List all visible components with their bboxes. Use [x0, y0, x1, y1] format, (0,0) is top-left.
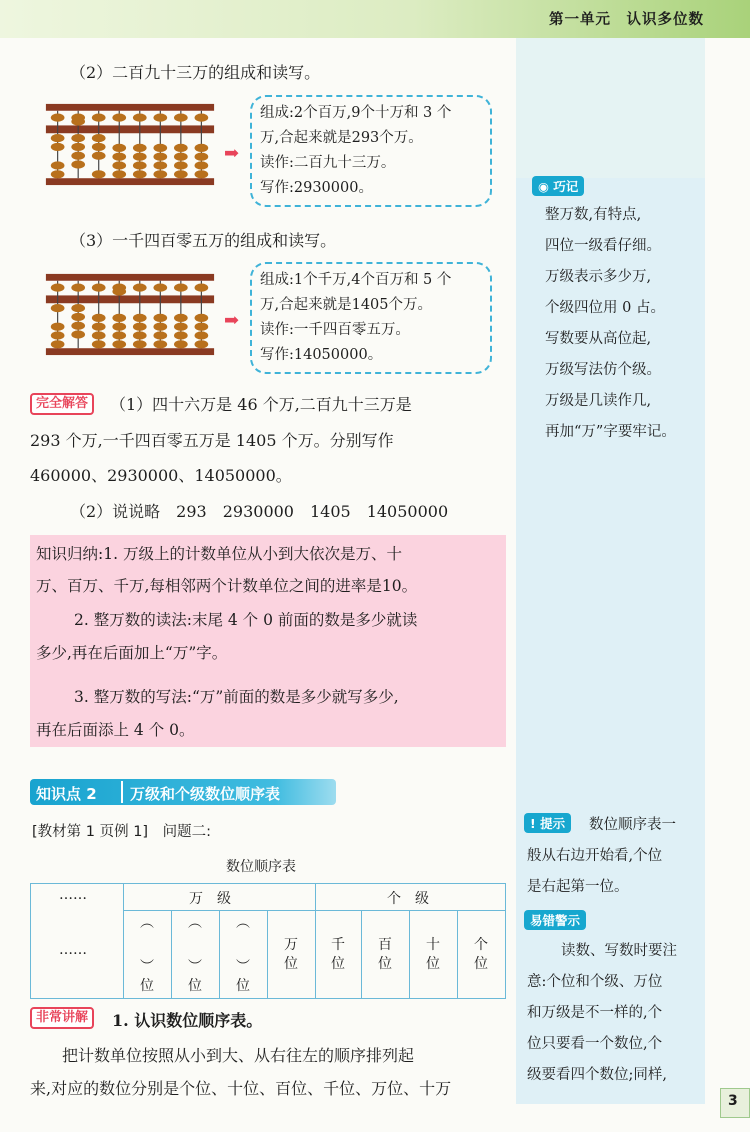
- abacus-beam: [46, 125, 214, 133]
- explain-line1: 把计数单位按照从小到大、从右往左的顺序排列起: [62, 1046, 415, 1065]
- poem-line: 写数要从高位起,: [545, 331, 652, 347]
- col-ge-wei: 个位: [474, 937, 488, 972]
- box1-line2: 万,合起来就是293个万。: [260, 130, 423, 146]
- arrow-icon: ➡: [224, 143, 240, 164]
- composition-box-2: [250, 262, 492, 374]
- abacus-bead: [112, 153, 126, 161]
- abacus-bead: [174, 113, 188, 121]
- summary-line3: 2. 整万数的读法:末尾 4 个 0 前面的数是多少就读: [74, 611, 418, 629]
- abacus-bead: [174, 331, 188, 339]
- poem-line: 万级写法仿个级。: [545, 362, 661, 378]
- abacus-bead: [133, 323, 147, 331]
- summary-line2: 万、百万、千万,每相邻两个计数单位之间的进率是10。: [36, 577, 418, 595]
- abacus-bead: [71, 152, 85, 160]
- abacus-bead: [133, 161, 147, 169]
- abacus-bead: [133, 331, 147, 339]
- abacus-bead: [92, 152, 106, 160]
- answer-tag: 完全解答: [30, 393, 94, 415]
- section3-heading: （3）一千四百零五万的组成和读写。: [70, 231, 337, 250]
- col-bai-wei: 百位: [378, 937, 392, 972]
- abacus-bead: [133, 153, 147, 161]
- poem-line: 整万数,有特点,: [545, 207, 642, 223]
- abacus-bead: [112, 314, 126, 322]
- textbook-reference: [教材第 1 页例 1] 问题二:: [32, 824, 211, 840]
- ellipsis-bottom: ……: [59, 942, 87, 958]
- abacus-bead: [112, 331, 126, 339]
- abacus-bead: [195, 153, 209, 161]
- abacus-bead: [71, 134, 85, 142]
- blank-col-bottom-1: ︶位: [140, 959, 154, 994]
- abacus-bead: [71, 304, 85, 312]
- qiaoji-tag: [532, 176, 584, 196]
- box2-line3: 读作:一千四百零五万。: [260, 322, 410, 338]
- abacus-figure-2: [44, 270, 216, 358]
- abacus-top-bar: [46, 274, 214, 281]
- abacus-bead: [174, 314, 188, 322]
- abacus-bead: [195, 170, 209, 178]
- abacus-bead: [51, 340, 65, 348]
- warning-text: [527, 936, 677, 1091]
- abacus-bead: [51, 170, 65, 178]
- abacus-bead: [71, 143, 85, 151]
- abacus-bottom-bar: [46, 348, 214, 355]
- abacus-bead: [195, 161, 209, 169]
- abacus-bead: [133, 340, 147, 348]
- abacus-bead: [112, 113, 126, 121]
- abacus-bead: [133, 283, 147, 291]
- abacus-bead: [153, 331, 167, 339]
- col-qian-wei: 千位: [331, 937, 345, 972]
- box2-line2: 万,合起来就是1405个万。: [260, 297, 433, 313]
- abacus-bead: [112, 323, 126, 331]
- tip-tag: [524, 813, 571, 833]
- box1-line4: 写作:2930000。: [260, 180, 373, 196]
- lightbulb-icon: ◉: [538, 179, 549, 194]
- abacus-bead: [71, 313, 85, 321]
- abacus-bead: [153, 283, 167, 291]
- abacus-bead: [174, 153, 188, 161]
- abacus-bead: [71, 160, 85, 168]
- abacus-bead: [92, 314, 106, 322]
- ge-level-header: 个 级: [387, 891, 429, 907]
- abacus-bead: [153, 314, 167, 322]
- summary-line5: 3. 整万数的写法:“万”前面的数是多少就写多少,: [74, 688, 399, 706]
- col-shi-wei: 十位: [426, 937, 440, 972]
- warn-line: 位只要看一个数位,个: [527, 1036, 663, 1052]
- abacus-bead: [92, 323, 106, 331]
- answer-line2: 293 个万,一千四百零五万是 1405 个万。分别写作: [30, 431, 394, 450]
- abacus-bead: [195, 144, 209, 152]
- warn-line: 意:个位和个级、万位: [527, 974, 663, 990]
- unit-title: 第一单元 认识多位数: [549, 12, 704, 28]
- abacus-bead: [174, 323, 188, 331]
- composition-box-1: [250, 95, 492, 207]
- abacus-bead: [153, 323, 167, 331]
- abacus-bead: [92, 331, 106, 339]
- explain-tag: 非常讲解: [30, 1007, 94, 1029]
- tip-line3: 是右起第一位。: [527, 879, 629, 895]
- abacus-bead: [112, 170, 126, 178]
- kp2-title: 万级和个级数位顺序表: [130, 785, 281, 803]
- explain-heading: 1. 认识数位顺序表。: [112, 1011, 263, 1030]
- box2-line1: 组成:1个千万,4个百万和 5 个: [260, 272, 452, 288]
- arrow-icon: ➡: [224, 310, 240, 331]
- abacus-bead: [153, 153, 167, 161]
- section2-heading: （2）二百九十三万的组成和读写。: [70, 63, 321, 82]
- memory-poem: [545, 200, 676, 448]
- abacus-bead: [112, 340, 126, 348]
- abacus-bead: [174, 283, 188, 291]
- warn-line: 级要看四个数位;同样,: [527, 1067, 667, 1083]
- warn-line: 读数、写数时要注: [561, 943, 677, 959]
- blank-col-top-2: ︵: [188, 915, 202, 931]
- abacus-bead: [92, 134, 106, 142]
- qiaoji-label: 巧记: [553, 179, 579, 194]
- abacus-bead: [195, 340, 209, 348]
- box2-line4: 写作:14050000。: [260, 347, 383, 363]
- tip-line2: 般从右边开始看,个位: [527, 848, 663, 864]
- abacus-bead: [195, 314, 209, 322]
- abacus-bead: [92, 113, 106, 121]
- tip-line1: 数位顺序表一: [589, 817, 676, 833]
- abacus-bead: [51, 113, 65, 121]
- warn-tag: 易错警示: [524, 910, 586, 930]
- abacus-bead: [71, 117, 85, 125]
- abacus-bead: [174, 340, 188, 348]
- poem-line: 万级是几读作几,: [545, 393, 652, 409]
- wan-level-header: 万 级: [189, 891, 231, 907]
- abacus-bead: [92, 340, 106, 348]
- abacus-bead: [195, 283, 209, 291]
- ellipsis-top: ……: [59, 887, 87, 903]
- kp2-tag: 知识点 2: [36, 785, 97, 803]
- abacus-bead: [195, 113, 209, 121]
- page-number: 3: [728, 1093, 738, 1109]
- abacus-bead: [51, 323, 65, 331]
- abacus-bead: [195, 323, 209, 331]
- summary-line4: 多少,再在后面加上“万”字。: [36, 644, 228, 662]
- abacus-bead: [195, 331, 209, 339]
- table-title: 数位顺序表: [226, 859, 296, 875]
- abacus-bead: [133, 144, 147, 152]
- abacus-bead: [153, 161, 167, 169]
- tip-label: 提示: [540, 816, 566, 831]
- digit-place-table: [30, 883, 506, 999]
- warn-line: 和万级是不一样的,个: [527, 1005, 663, 1021]
- abacus-bead: [174, 161, 188, 169]
- abacus-bead: [92, 170, 106, 178]
- explain-line2: 来,对应的数位分别是个位、十位、百位、千位、万位、十万: [30, 1079, 452, 1098]
- abacus-bottom-bar: [46, 178, 214, 185]
- sidebar-top-shade: [516, 38, 705, 178]
- abacus-bead: [112, 161, 126, 169]
- abacus-bead: [51, 331, 65, 339]
- abacus-bead: [71, 283, 85, 291]
- abacus-bead: [92, 143, 106, 151]
- abacus-bead: [51, 134, 65, 142]
- summary-line6: 再在后面添上 4 个 0。: [36, 721, 195, 739]
- abacus-bead: [153, 113, 167, 121]
- blank-col-top-3: ︵: [236, 915, 250, 931]
- answer-line4: （2）说说略 293 2930000 1405 14050000: [70, 502, 449, 521]
- abacus-bead: [71, 322, 85, 330]
- abacus-bead: [71, 330, 85, 338]
- poem-line: 个级四位用 0 占。: [545, 300, 665, 316]
- abacus-bead: [153, 340, 167, 348]
- poem-line: 万级表示多少万,: [545, 269, 652, 285]
- abacus-top-bar: [46, 104, 214, 111]
- col-wan-wei: 万位: [284, 937, 298, 972]
- abacus-bead: [51, 283, 65, 291]
- abacus-bead: [153, 144, 167, 152]
- abacus-figure-1: [44, 100, 216, 188]
- abacus-bead: [133, 113, 147, 121]
- box1-line3: 读作:二百九十三万。: [260, 155, 396, 171]
- abacus-bead: [112, 144, 126, 152]
- abacus-bead: [133, 314, 147, 322]
- abacus-bead: [92, 283, 106, 291]
- blank-col-bottom-2: ︶位: [188, 959, 202, 994]
- abacus-bead: [174, 170, 188, 178]
- answer-line3: 460000、2930000、14050000。: [30, 466, 292, 485]
- poem-line: 四位一级看仔细。: [545, 238, 661, 254]
- abacus-bead: [51, 304, 65, 312]
- exclamation-icon: !: [530, 816, 536, 831]
- summary-line1: 知识归纳:1. 万级上的计数单位从小到大依次是万、十: [36, 545, 402, 563]
- abacus-bead: [153, 170, 167, 178]
- answer-line1: （1）四十六万是 46 个万,二百九十三万是: [110, 395, 412, 414]
- abacus-bead: [51, 143, 65, 151]
- abacus-bead: [174, 144, 188, 152]
- box1-line1: 组成:2个百万,9个十万和 3 个: [260, 105, 452, 121]
- abacus-bead: [112, 287, 126, 295]
- blank-col-top-1: ︵: [140, 915, 154, 931]
- abacus-bead: [51, 161, 65, 169]
- poem-line: 再加“万”字要牢记。: [545, 424, 676, 440]
- blank-col-bottom-3: ︶位: [236, 959, 250, 994]
- abacus-bead: [133, 170, 147, 178]
- banner-divider: [121, 781, 123, 803]
- abacus-beam: [46, 295, 214, 303]
